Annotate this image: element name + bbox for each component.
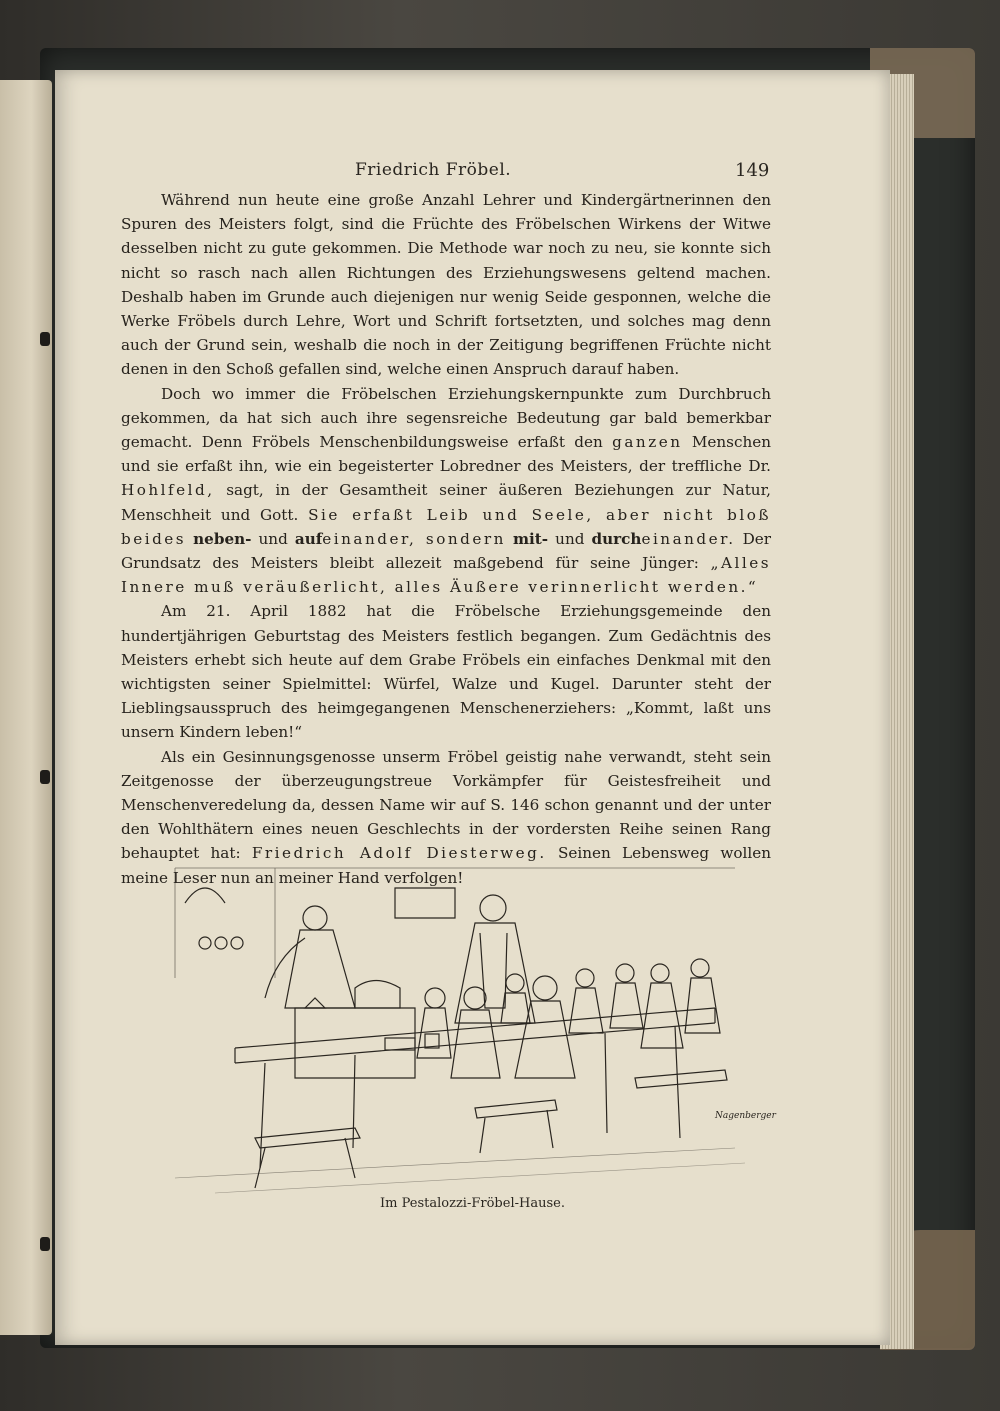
page-header xyxy=(55,160,890,190)
binding-hole xyxy=(40,332,50,346)
text-run: und xyxy=(258,529,288,548)
emphasis-ganzen: ganzen xyxy=(612,433,683,452)
quote: „Alles Innere muß veräußerlicht, alles Äußere verinnerlicht werden.“ xyxy=(121,554,771,597)
emphasis-hohlfeld: Hohlfeld, xyxy=(121,481,215,500)
body-text xyxy=(121,188,771,890)
artist-signature: Nagenberger xyxy=(715,1111,776,1121)
kindergarten-illustration xyxy=(155,848,776,1198)
text-run: und xyxy=(555,529,585,548)
paragraph-3: Am 21. April 1882 hat die Fröbelsche Erziehungsgemeinde den hundertjährigen Geburtstag des Meisters festlich begangen. Zum Gedächtnis des Meisters erhebt sich heute auf dem Grabe Fröbels ein einfaches Denkmal mit den wichtigsten seiner Spielmittel: Würfel, Walze und Kugel. Darunter steht der Lieblingsausspruch des heimgegangenen Menschenerziehers: „Kommt, laßt uns unsern Kindern leben!“ xyxy=(121,602,771,742)
paragraph-2 xyxy=(121,382,771,600)
book-page xyxy=(55,70,890,1345)
emphasis-auf: auf xyxy=(294,529,323,548)
binding-hole xyxy=(40,770,50,784)
emphasis-diesterweg: Friedrich Adolf Diesterweg. xyxy=(251,844,547,863)
text-run: Doch wo immer die Fröbelschen Erziehungskernpunkte zum Durchbruch gekommen, da hat sich auch ihre segensreiche Bedeutung gar bald bemerkbar gemacht. Denn Fröbels Menschenbildungsweise erfaßt den xyxy=(121,384,771,452)
text-run: einander, sondern xyxy=(322,529,506,548)
page-number: 149 xyxy=(735,160,770,181)
text-run: Der Grundsatz des Meisters bleibt allezeit maßgebend für seine Jünger: xyxy=(121,529,772,573)
illustration-caption: Im Pestalozzi-Fröbel-Hause. xyxy=(380,1196,565,1211)
binding-hole xyxy=(40,1237,50,1251)
emphasis-mit: mit- xyxy=(512,529,549,548)
emphasis-neben: neben- xyxy=(193,529,252,548)
text-run: Als ein Gesinnungsgenosse unserm Fröbel geistig nahe verwandt, steht sein Zeitgenosse der überzeugungstreue Vorkämpfer für Geistesfreiheit und Menschenveredelung da, dessen Name wir auf S. 146 schon genannt und der unter den Wohlthätern eines neuen Geschlechts in der vordersten Reihe seinen Rang behauptet hat: xyxy=(121,747,771,863)
text-run: einander. xyxy=(641,529,736,548)
text-run: Seinen Lebensweg wollen meine Leser nun an meiner Hand verfolgen! xyxy=(121,844,772,887)
emphasis-durch: durch xyxy=(591,529,642,548)
paragraph-1: Während nun heute eine große Anzahl Lehrer und Kindergärtnerinnen den Spuren des Meisters folgt, sind die Früchte des Fröbelschen Wirkens der Witwe desselben nicht zu gute gekommen. Die Methode war noch zu neu, sie konnte sich nicht so rasch nach allen Richtungen des Erziehungswesens geltend machen. Deshalb haben im Grunde auch diejenigen nur wenig Seide gesponnen, welche die Werke Fröbels durch Lehre, Wort und Schrift fortsetzten, und solches mag denn auch der Grund sein, weshalb die noch in der Zeitigung begriffenen Früchte nicht denen in den Schoß gefallen sind, welche einen Anspruch darauf haben. xyxy=(121,191,771,379)
text-run: Menschen und sie erfaßt ihn, wie ein begeisterter Lobredner des Meisters, der treffliche Dr. xyxy=(121,433,771,476)
left-page-edge xyxy=(0,80,52,1335)
text-run: sagt, in der Gesamtheit seiner äußeren Beziehungen zur Natur, Menschheit und Gott. xyxy=(121,481,772,524)
running-title: Friedrich Fröbel. xyxy=(355,160,512,180)
emphasis-spaced: Sie erfaßt Leib und Seele, aber nicht bloß beides xyxy=(121,505,771,548)
